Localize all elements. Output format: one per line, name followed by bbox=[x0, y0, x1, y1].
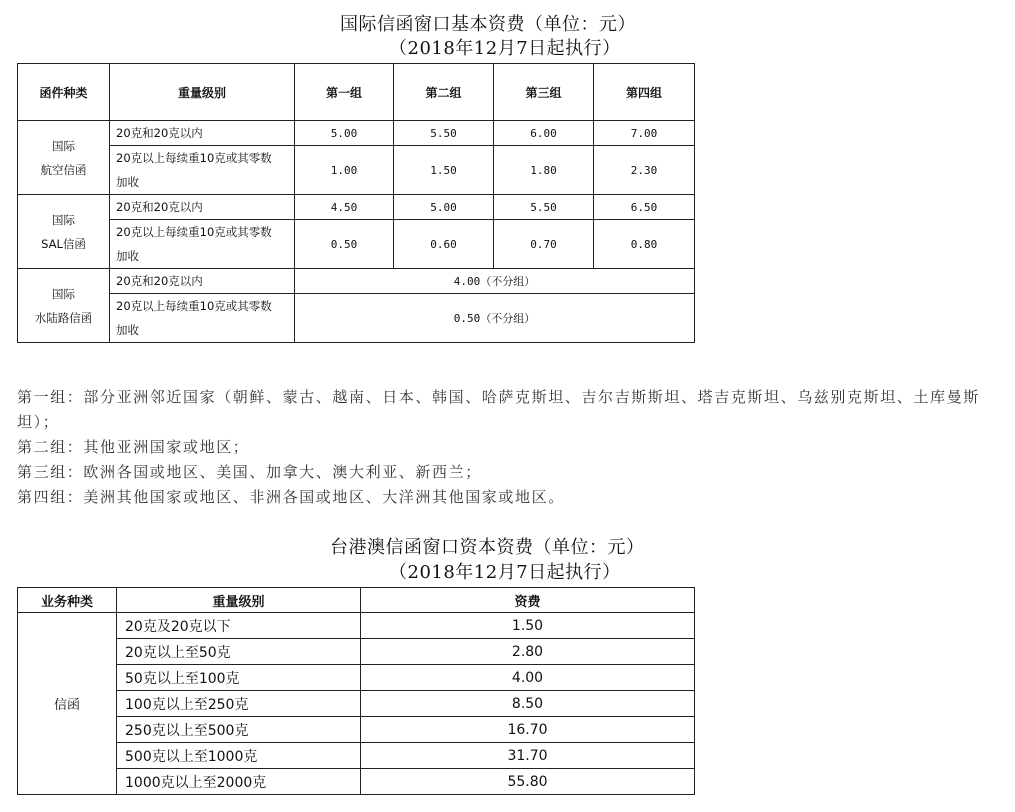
table-row bbox=[18, 717, 695, 743]
international-rate-table bbox=[17, 63, 695, 343]
table-row bbox=[18, 639, 695, 665]
weight-level: 500克以上至1000克 bbox=[117, 743, 361, 769]
weight-level: 100克以上至250克 bbox=[117, 691, 361, 717]
fee-cell: 16.70 bbox=[361, 717, 695, 743]
table-row bbox=[18, 769, 695, 795]
table-row bbox=[18, 269, 695, 294]
fee-cell: 1.50 bbox=[361, 613, 695, 639]
fee-cell: 31.70 bbox=[361, 743, 695, 769]
rate-cell: 5.00 bbox=[295, 121, 394, 146]
rate-value: 0.50 bbox=[453, 312, 481, 325]
header-group-1: 第一组 bbox=[295, 64, 394, 121]
rate-note: （不分组） bbox=[480, 312, 536, 325]
table2-subtitle: （2018年12月7日起执行） bbox=[389, 562, 621, 583]
weight-level-line: 20克以上每续重10克或其零数 bbox=[116, 151, 272, 165]
table1-title: 国际信函窗口基本资费（单位：元） bbox=[340, 14, 636, 35]
weight-level-line: 加收 bbox=[116, 175, 139, 189]
rate-cell: 0.70 bbox=[494, 220, 594, 269]
weight-level bbox=[110, 294, 295, 343]
table-row bbox=[18, 294, 695, 343]
table-row bbox=[18, 146, 695, 195]
category-line: 国际 bbox=[52, 212, 75, 227]
rate-value: 4.00 bbox=[453, 275, 481, 288]
header-weight-level: 重量级别 bbox=[117, 588, 361, 613]
table-header-row bbox=[18, 64, 695, 121]
weight-level: 20克及20克以下 bbox=[117, 613, 361, 639]
category-sal-mail bbox=[18, 195, 110, 269]
weight-level-line: 20克以上每续重10克或其零数 bbox=[116, 225, 272, 239]
header-group-4: 第四组 bbox=[594, 64, 695, 121]
table-row bbox=[18, 195, 695, 220]
fee-cell: 2.80 bbox=[361, 639, 695, 665]
category-line: 航空信函 bbox=[40, 162, 87, 177]
category-line: 国际 bbox=[52, 286, 75, 301]
table-row bbox=[18, 220, 695, 269]
group-2-note: 第二组：其他亚洲国家或地区； bbox=[17, 438, 250, 456]
rate-cell: 0.60 bbox=[394, 220, 494, 269]
category-line: 国际 bbox=[52, 138, 75, 153]
header-service-type: 业务种类 bbox=[18, 588, 117, 613]
weight-level-line: 加收 bbox=[116, 323, 139, 337]
rate-cell: 0.80 bbox=[594, 220, 695, 269]
fee-cell: 8.50 bbox=[361, 691, 695, 717]
rate-cell: 4.50 bbox=[295, 195, 394, 220]
fee-cell: 4.00 bbox=[361, 665, 695, 691]
header-group-3: 第三组 bbox=[494, 64, 594, 121]
rate-cell: 5.00 bbox=[394, 195, 494, 220]
weight-level: 50克以上至100克 bbox=[117, 665, 361, 691]
rate-cell: 2.30 bbox=[594, 146, 695, 195]
header-mail-type: 函件种类 bbox=[18, 64, 110, 121]
category-surface-mail bbox=[18, 269, 110, 343]
category-line: 水陆路信函 bbox=[34, 310, 93, 325]
header-group-2: 第二组 bbox=[394, 64, 494, 121]
fee-cell: 55.80 bbox=[361, 769, 695, 795]
table1-subtitle: （2018年12月7日起执行） bbox=[389, 38, 621, 59]
table-row bbox=[18, 613, 695, 639]
rate-cell: 5.50 bbox=[394, 121, 494, 146]
group-3-note: 第三组：欧洲各国或地区、美国、加拿大、澳大利亚、新西兰； bbox=[17, 463, 482, 481]
rate-cell: 1.50 bbox=[394, 146, 494, 195]
group-4-note: 第四组：美洲其他国家或地区、非洲各国或地区、大洋洲其他国家或地区。 bbox=[17, 488, 565, 506]
category-letter: 信函 bbox=[18, 613, 117, 795]
weight-level-line: 20克以上每续重10克或其零数 bbox=[116, 299, 272, 313]
rate-cell-ungrouped bbox=[295, 269, 695, 294]
rate-cell: 7.00 bbox=[594, 121, 695, 146]
rate-note: （不分组） bbox=[480, 275, 536, 288]
rate-cell: 1.80 bbox=[494, 146, 594, 195]
category-line: SAL信函 bbox=[41, 236, 86, 251]
table2-title: 台港澳信函窗口资本资费（单位：元） bbox=[330, 537, 645, 558]
table-row bbox=[18, 121, 695, 146]
table-header-row bbox=[18, 588, 695, 613]
rate-cell: 1.00 bbox=[295, 146, 394, 195]
group-definitions bbox=[17, 385, 1002, 510]
weight-level: 20克和20克以内 bbox=[110, 269, 295, 294]
rate-cell: 6.50 bbox=[594, 195, 695, 220]
category-air-mail bbox=[18, 121, 110, 195]
rate-cell-ungrouped bbox=[295, 294, 695, 343]
table-row bbox=[18, 743, 695, 769]
hk-macao-taiwan-rate-table bbox=[17, 587, 695, 795]
rate-cell: 0.50 bbox=[295, 220, 394, 269]
group-1-note: 第一组：部分亚洲邻近国家（朝鲜、蒙古、越南、日本、韩国、哈萨克斯坦、吉尔吉斯斯坦、塔吉克斯坦、乌兹别克斯坦、土库曼斯坦）； bbox=[17, 388, 980, 431]
table-row bbox=[18, 691, 695, 717]
weight-level bbox=[110, 146, 295, 195]
weight-level: 1000克以上至2000克 bbox=[117, 769, 361, 795]
table-row bbox=[18, 665, 695, 691]
rate-cell: 5.50 bbox=[494, 195, 594, 220]
weight-level bbox=[110, 220, 295, 269]
weight-level: 250克以上至500克 bbox=[117, 717, 361, 743]
header-fee: 资费 bbox=[361, 588, 695, 613]
weight-level-line: 加收 bbox=[116, 249, 139, 263]
header-weight-level: 重量级别 bbox=[110, 64, 295, 121]
weight-level: 20克和20克以内 bbox=[110, 195, 295, 220]
weight-level: 20克以上至50克 bbox=[117, 639, 361, 665]
weight-level: 20克和20克以内 bbox=[110, 121, 295, 146]
rate-cell: 6.00 bbox=[494, 121, 594, 146]
